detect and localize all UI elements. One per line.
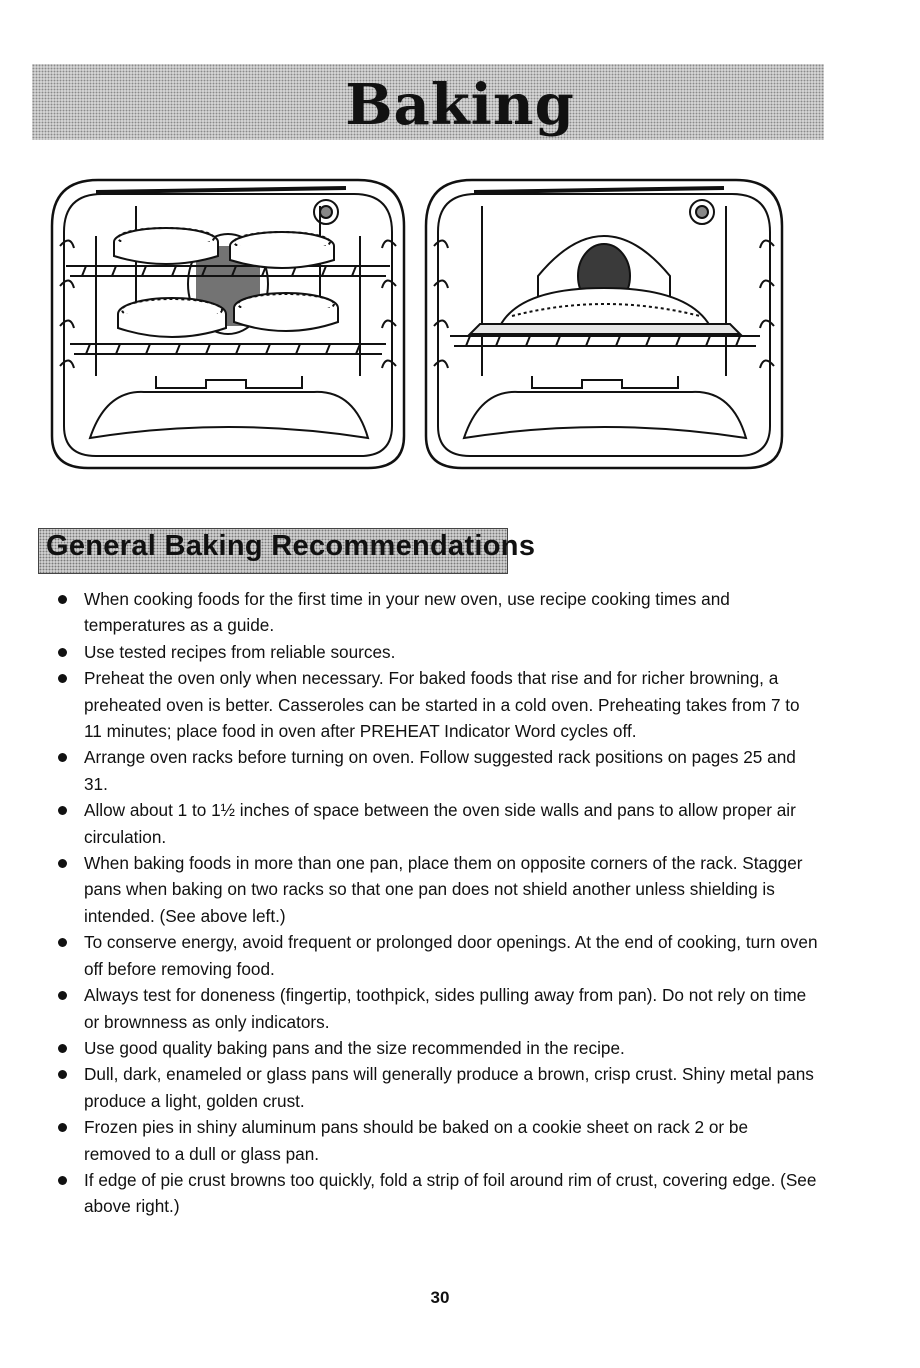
bullet-icon <box>58 1070 67 1079</box>
list-item: Arrange oven racks before turning on oven. Follow suggested rack positions on pages 25 and 31. <box>58 744 818 797</box>
section-title: General Baking Recommendations <box>46 530 536 562</box>
bullet-icon <box>58 806 67 815</box>
bullet-icon <box>58 1176 67 1185</box>
page-title: Baking <box>345 72 575 138</box>
bullet-icon <box>58 859 67 868</box>
page-number: 30 <box>430 1288 450 1307</box>
bullet-icon <box>58 595 67 604</box>
oven-two-racks-staggered-pans-icon <box>46 176 410 472</box>
oven-pie-with-foil-edge-icon <box>420 176 788 472</box>
list-item: Use tested recipes from reliable sources. <box>58 639 818 665</box>
list-item: If edge of pie crust browns too quickly, fold a strip of foil around rim of crust, covering edge. (See above right.) <box>58 1167 818 1220</box>
bullet-icon <box>58 674 67 683</box>
list-item: When baking foods in more than one pan, place them on opposite corners of the rack. Stagger pans when baking on two racks so that one pan does not shield another unless shielding is intended. (See above left.) <box>58 850 818 929</box>
list-item: Allow about 1 to 1½ inches of space between the oven side walls and pans to allow proper air circulation. <box>58 797 818 850</box>
bullet-icon <box>58 648 67 657</box>
bullet-icon <box>58 938 67 947</box>
list-item: Use good quality baking pans and the size recommended in the recipe. <box>58 1035 818 1061</box>
bullet-icon <box>58 1044 67 1053</box>
recommendations-list <box>58 586 818 1220</box>
bullet-icon <box>58 1123 67 1132</box>
list-item: Preheat the oven only when necessary. For baked foods that rise and for richer browning, a preheated oven is better. Casseroles can be started in a cold oven. Preheating takes from 7 to 11 minutes; place food in oven after PREHEAT Indicator Word cycles off. <box>58 665 818 744</box>
list-item: To conserve energy, avoid frequent or prolonged door openings. At the end of cooking, turn oven off before removing food. <box>58 929 818 982</box>
list-item: Always test for doneness (fingertip, toothpick, sides pulling away from pan). Do not rely on time or brownness as only indicators. <box>58 982 818 1035</box>
list-item: When cooking foods for the first time in your new oven, use recipe cooking times and temperatures as a guide. <box>58 586 818 639</box>
list-item: Frozen pies in shiny aluminum pans should be baked on a cookie sheet on rack 2 or be removed to a dull or glass pan. <box>58 1114 818 1167</box>
bullet-icon <box>58 991 67 1000</box>
list-item: Dull, dark, enameled or glass pans will generally produce a brown, crisp crust. Shiny metal pans produce a light, golden crust. <box>58 1061 818 1114</box>
bullet-icon <box>58 753 67 762</box>
